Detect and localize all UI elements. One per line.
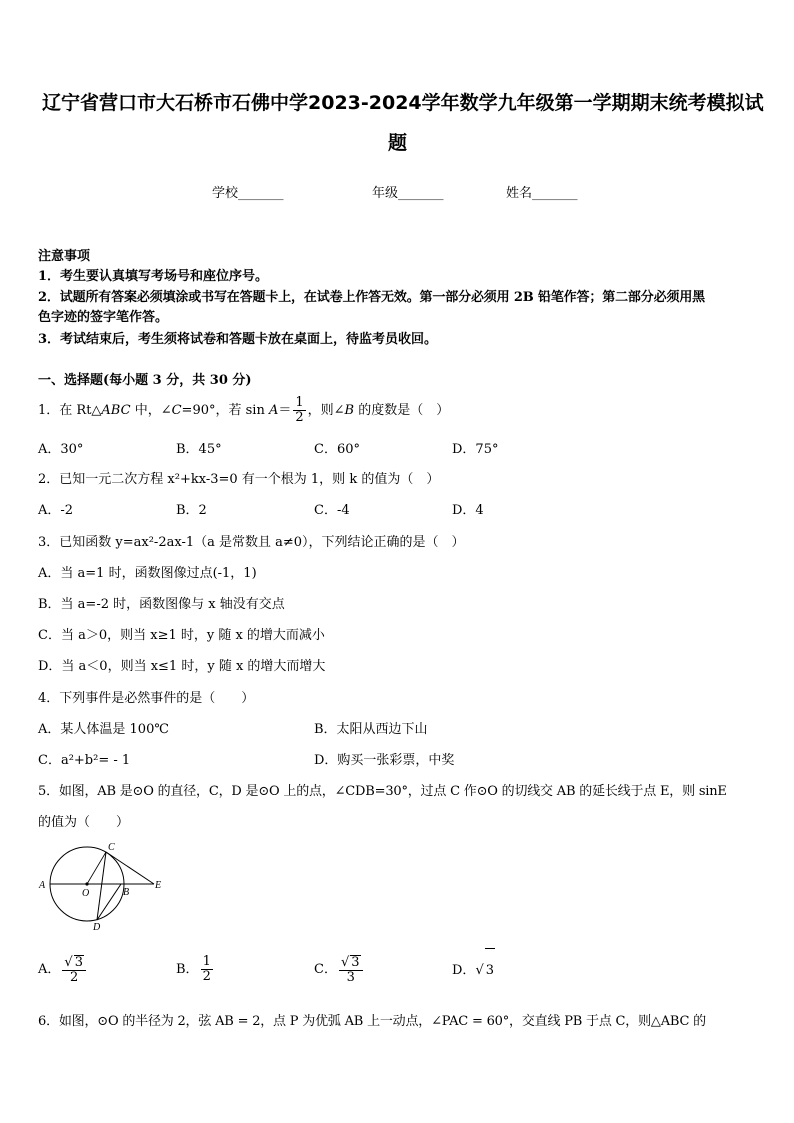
q2-option-d: D．4 bbox=[452, 503, 484, 518]
q1-abc: ABC bbox=[101, 403, 131, 418]
q5-a-fraction bbox=[62, 955, 86, 984]
note-item: 2．试题所有答案必须填涂或书写在答题卡上，在试卷上作答无效。第一部分必须用 2B 铅笔作答；第二部分必须用黑 bbox=[38, 290, 706, 305]
note-item: 3．考试结束后，考生须将试卷和答题卡放在桌面上，待监考员收回。 bbox=[38, 332, 438, 347]
q1-eq: ＝ bbox=[278, 403, 292, 418]
q3-option-c: C．当 a＞0，则当 x≥1 时，y 随 x 的增大而减小 bbox=[38, 628, 325, 643]
note-item: 色字迹的签字笔作答。 bbox=[38, 310, 169, 325]
tangent-ce bbox=[106, 852, 154, 884]
section-heading: 一、选择题(每小题 3 分，共 30 分) bbox=[38, 373, 252, 388]
q1-fraction bbox=[293, 396, 305, 424]
q5-option-d: D．√ 3 bbox=[452, 948, 495, 993]
q2-option-c: C．-4 bbox=[314, 503, 350, 518]
radius-oc bbox=[87, 852, 106, 884]
q3-option-d: D．当 a＜0，则当 x≤1 时，y 随 x 的增大而增大 bbox=[38, 659, 326, 674]
q1-option-a: A．30° bbox=[38, 442, 84, 457]
q2-option-a: A．-2 bbox=[38, 503, 74, 518]
question-1 bbox=[38, 396, 449, 426]
q3-option-a: A．当 a=1 时，函数图像过点(-1，1) bbox=[38, 566, 257, 581]
name-field: 姓名_______ bbox=[506, 186, 578, 201]
q5-c-fraction bbox=[339, 955, 363, 984]
q5-option-c bbox=[314, 948, 365, 992]
q4-option-b: B．太阳从西边下山 bbox=[314, 722, 428, 737]
q1-frac-num: 1 bbox=[295, 395, 304, 411]
q5-a-prefix: A． bbox=[38, 962, 61, 977]
q5-a-radicand: 3 bbox=[74, 954, 83, 970]
notes-heading: 注意事项 bbox=[38, 249, 91, 264]
q5-d-prefix: D． bbox=[452, 963, 476, 978]
q5-c-num: √ 3 bbox=[339, 955, 363, 971]
question-5-line2: 的值为（ ） bbox=[38, 815, 130, 830]
q1-end: 的度数是（ ） bbox=[354, 403, 450, 418]
q1-mid: 中，∠ bbox=[130, 403, 172, 418]
label-o: O bbox=[82, 888, 90, 899]
circle-tangent-figure bbox=[36, 838, 168, 934]
question-4: 4．下列事件是必然事件的是（ ） bbox=[38, 691, 255, 706]
label-a: A bbox=[39, 880, 46, 891]
q1-option-b: B．45° bbox=[176, 442, 222, 457]
question-5-line1: 5．如图，AB 是⊙O 的直径，C，D 是⊙O 上的点，∠CDB=30°，过点 C 作⊙O 的切线交 AB 的延长线于点 E，则 sinE bbox=[38, 784, 727, 799]
q5-c-radicand: 3 bbox=[351, 954, 360, 970]
question-2: 2．已知一元二次方程 x²+kx-3=0 有一个根为 1，则 k 的值为（ ） bbox=[38, 472, 440, 487]
q5-a-num: √ 3 bbox=[62, 955, 86, 971]
q1-pre: 1．在 Rt△ bbox=[38, 403, 102, 418]
school-field: 学校_______ bbox=[212, 186, 284, 201]
label-b: B bbox=[123, 887, 130, 898]
question-3: 3．已知函数 y=ax²-2ax-1（a 是常数且 a≠0），下列结论正确的是（ ） bbox=[38, 535, 465, 550]
q2-option-b: B．2 bbox=[176, 503, 207, 518]
q5-b-den: 2 bbox=[202, 969, 211, 984]
q1-mid2: =90°，若 sin bbox=[181, 403, 269, 418]
grade-field: 年级_______ bbox=[372, 186, 444, 201]
page-title-line2: 题 bbox=[388, 132, 408, 154]
q5-c-den: 3 bbox=[346, 969, 355, 985]
q1-a: A bbox=[268, 403, 279, 418]
center-dot bbox=[85, 882, 88, 885]
q5-option-a bbox=[38, 948, 88, 992]
q4-option-c: C．a²+b²= - 1 bbox=[38, 753, 131, 768]
q5-b-fraction bbox=[201, 955, 213, 983]
q4-option-a: A．某人体温是 100℃ bbox=[38, 722, 169, 737]
q1-b: B bbox=[344, 403, 355, 418]
q5-c-prefix: C． bbox=[314, 962, 337, 977]
q1-c: C bbox=[171, 403, 182, 418]
q5-b-num: 1 bbox=[202, 954, 211, 970]
q5-a-den: 2 bbox=[70, 969, 79, 985]
label-d: D bbox=[93, 922, 101, 933]
q3-option-b: B．当 a=-2 时，函数图像与 x 轴没有交点 bbox=[38, 597, 285, 612]
q1-post: ，则∠ bbox=[307, 403, 345, 418]
page-title-line1: 辽宁省营口市大石桥市石佛中学2023-2024学年数学九年级第一学期期末统考模拟试 bbox=[42, 92, 764, 114]
question-6: 6．如图，⊙O 的半径为 2，弦 AB = 2，点 P 为优弧 AB 上一动点，∠PAC = 60°，交直线 PB 于点 C，则△ABC 的 bbox=[38, 1014, 706, 1029]
q5-option-b bbox=[176, 948, 215, 992]
q1-option-d: D．75° bbox=[452, 442, 499, 457]
chord-cd bbox=[97, 852, 106, 920]
q1-option-c: C．60° bbox=[314, 442, 360, 457]
q5-b-prefix: B． bbox=[176, 962, 199, 977]
q1-frac-den: 2 bbox=[295, 410, 304, 425]
q5-d-radicand: 3 bbox=[485, 948, 495, 993]
label-c: C bbox=[108, 842, 115, 853]
label-e: E bbox=[155, 880, 162, 891]
note-item: 1．考生要认真填写考场号和座位序号。 bbox=[38, 269, 269, 284]
q4-option-d: D．购买一张彩票，中奖 bbox=[314, 753, 455, 768]
